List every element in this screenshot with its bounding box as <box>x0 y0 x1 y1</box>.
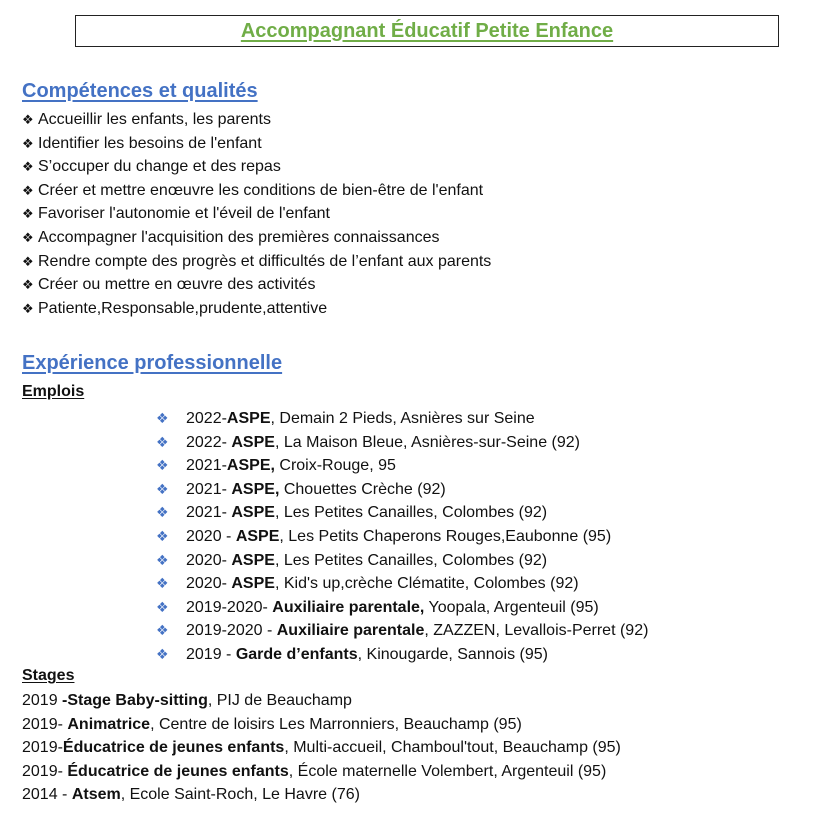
internship-year: 2019 <box>22 692 63 709</box>
job-role: ASPE <box>231 575 275 593</box>
diamond-bullet-icon: ❖ <box>22 135 34 151</box>
diamond-bullet-icon: ❖ <box>22 112 34 127</box>
skill-text: Accueillir les enfants, les parents <box>38 111 271 128</box>
internship-place: , Ecole Saint-Roch, Le Havre (76) <box>120 786 360 804</box>
job-place: , Les Petits Chaperons Rouges,Eaubonne (95) <box>279 527 612 545</box>
skill-item <box>22 132 491 156</box>
job-place: , La Maison Bleue, Asnières-sur-Seine (92) <box>274 433 580 451</box>
skill-text: Accompagner l'acquisition des premières connaissances <box>38 228 440 246</box>
skill-item <box>22 250 491 274</box>
title-box <box>75 15 779 47</box>
job-year: 2020- <box>186 575 232 593</box>
job-place: , Demain 2 Pieds, Asnières sur Seine <box>270 410 535 427</box>
job-role: Auxiliaire parentale <box>276 622 425 640</box>
diamond-bullet-icon: ❖ <box>156 480 169 497</box>
internship-year: 2019- <box>22 762 68 780</box>
job-item <box>156 525 648 549</box>
diamond-bullet-icon: ❖ <box>22 277 34 293</box>
job-item <box>156 501 648 525</box>
internship-item <box>22 713 621 737</box>
skill-text: Rendre compte des progrès et difficultés de l’enfant aux parents <box>38 252 492 270</box>
internship-item <box>22 736 621 760</box>
document-title: Accompagnant Éducatif Petite Enfance <box>240 19 614 42</box>
internships-heading: Stages <box>22 667 75 684</box>
skill-item <box>22 108 491 132</box>
job-year: 2019-2020- <box>186 598 273 616</box>
skill-item <box>22 226 491 250</box>
internship-place: , École maternelle Volembert, Argenteuil (95) <box>288 762 607 780</box>
job-role: Garde d’enfants <box>235 645 358 663</box>
skill-text: Favoriser l'autonomie et l'éveil de l'enfant <box>38 205 330 223</box>
job-place: Yoopala, Argenteuil (95) <box>424 598 599 616</box>
internship-year: 2019- <box>22 715 68 733</box>
skill-text: Identifier les besoins de l'enfant <box>38 134 262 152</box>
job-year: 2022- <box>186 433 232 451</box>
job-year: 2020 - <box>186 527 236 545</box>
internships-list <box>22 689 621 807</box>
internship-year: 2019- <box>22 739 63 757</box>
skill-text: Patiente,Responsable,prudente,attentive <box>38 299 328 317</box>
diamond-bullet-icon: ❖ <box>156 622 169 639</box>
skill-text: S’occuper du change et des repas <box>38 158 281 176</box>
internship-role: Animatrice <box>67 715 151 733</box>
diamond-bullet-icon: ❖ <box>156 598 169 615</box>
skill-item <box>22 179 491 203</box>
job-role: ASPE <box>231 433 275 451</box>
skills-heading: Compétences et qualités <box>22 80 258 102</box>
job-year: 2021- <box>186 504 232 522</box>
diamond-bullet-icon: ❖ <box>156 433 169 450</box>
job-item <box>156 549 648 573</box>
internship-role: -Stage Baby-sitting <box>62 692 208 709</box>
diamond-bullet-icon: ❖ <box>156 457 169 474</box>
jobs-list <box>156 407 648 667</box>
job-place: , Les Petites Canailles, Colombes (92) <box>274 551 548 569</box>
job-item <box>156 596 648 620</box>
diamond-bullet-icon: ❖ <box>156 645 169 662</box>
job-role: ASPE <box>235 527 280 545</box>
diamond-bullet-icon: ❖ <box>156 504 169 521</box>
diamond-bullet-icon: ❖ <box>156 575 169 592</box>
internship-item <box>22 689 621 713</box>
skill-item <box>22 155 491 179</box>
internship-role: Atsem <box>71 786 121 804</box>
job-role: Auxiliaire parentale, <box>272 598 425 616</box>
job-place: , Kinougarde, Sannois (95) <box>357 645 548 663</box>
internship-year: 2014 - <box>22 786 72 804</box>
job-item <box>156 478 648 502</box>
diamond-bullet-icon: ❖ <box>156 551 169 568</box>
job-role: ASPE, <box>226 457 275 475</box>
internship-role: Éducatrice de jeunes enfants <box>62 739 285 757</box>
internship-place: , Multi-accueil, Chamboul'tout, Beauchamp (95) <box>284 739 621 757</box>
diamond-bullet-icon: ❖ <box>22 206 34 222</box>
job-item <box>156 572 648 596</box>
diamond-bullet-icon: ❖ <box>22 229 34 245</box>
job-year: 2020- <box>186 551 232 569</box>
experience-heading: Expérience professionnelle <box>22 352 283 374</box>
internship-role: Éducatrice de jeunes enfants <box>67 762 289 780</box>
job-place: , ZAZZEN, Levallois-Perret (92) <box>424 622 649 640</box>
diamond-bullet-icon: ❖ <box>22 159 34 175</box>
skill-item <box>22 297 491 321</box>
job-role: ASPE <box>231 551 275 569</box>
job-role: ASPE, <box>231 480 280 498</box>
job-place: Croix-Rouge, 95 <box>274 457 396 475</box>
internship-item <box>22 783 621 807</box>
job-year: 2022- <box>186 410 227 427</box>
skills-list <box>22 108 491 320</box>
job-item <box>156 431 648 455</box>
job-item <box>156 619 648 643</box>
skill-item <box>22 273 491 297</box>
skill-item <box>22 202 491 226</box>
diamond-bullet-icon: ❖ <box>156 527 169 544</box>
job-place: Chouettes Crèche (92) <box>279 480 446 498</box>
diamond-bullet-icon: ❖ <box>156 410 169 426</box>
jobs-heading: Emplois <box>22 383 85 400</box>
job-item <box>156 454 648 478</box>
job-year: 2021- <box>186 457 227 475</box>
internship-item <box>22 760 621 784</box>
job-item <box>156 407 648 431</box>
internship-place: , Centre de loisirs Les Marronniers, Beauchamp (95) <box>150 715 522 733</box>
job-role: ASPE <box>226 410 271 427</box>
job-item <box>156 643 648 667</box>
diamond-bullet-icon: ❖ <box>22 182 34 198</box>
job-place: , Kid's up,crèche Clématite, Colombes (92) <box>274 575 579 593</box>
job-year: 2019-2020 - <box>186 622 277 640</box>
skill-text: Créer ou mettre en œuvre des activités <box>38 276 316 294</box>
job-place: , Les Petites Canailles, Colombes (92) <box>274 504 548 522</box>
diamond-bullet-icon: ❖ <box>22 300 34 316</box>
skill-text: Créer et mettre enœuvre les conditions de bien-être de l'enfant <box>38 181 484 199</box>
job-role: ASPE <box>231 504 275 522</box>
job-year: 2019 - <box>186 645 236 663</box>
internship-place: , PIJ de Beauchamp <box>207 692 352 709</box>
diamond-bullet-icon: ❖ <box>22 253 34 269</box>
job-year: 2021- <box>186 480 232 498</box>
